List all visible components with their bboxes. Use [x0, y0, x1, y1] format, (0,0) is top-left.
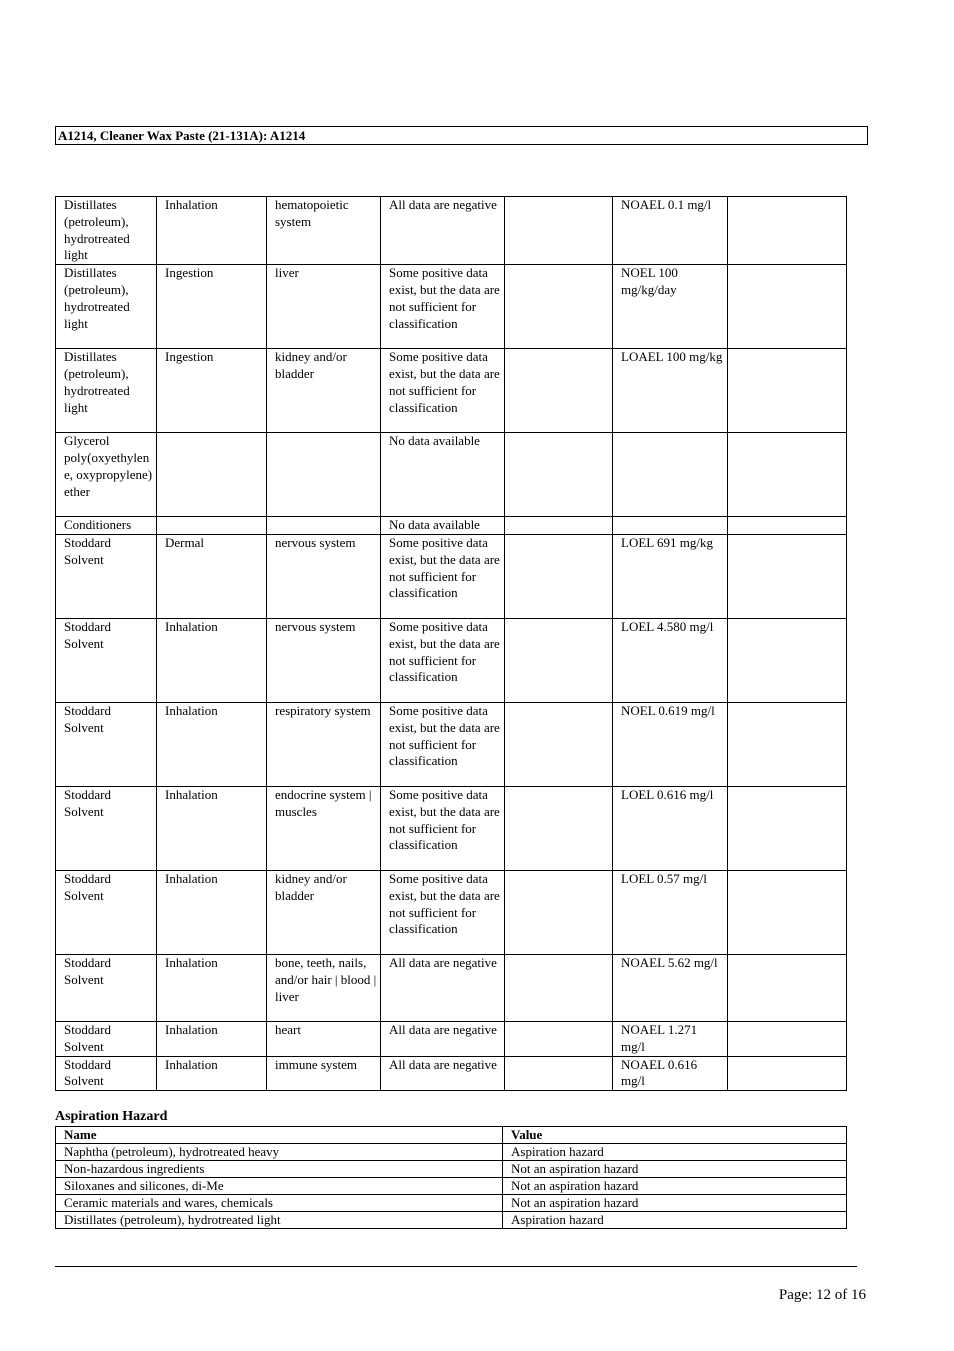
- table-cell: heart: [267, 1021, 381, 1056]
- table-cell: Ingestion: [157, 265, 267, 349]
- table-cell: Inhalation: [157, 1056, 267, 1091]
- table-cell: liver: [267, 265, 381, 349]
- table-cell: [728, 786, 847, 870]
- table-cell: Glycerol poly(oxyethylene, oxypropylene) ether: [56, 433, 157, 517]
- table-row: [56, 1195, 847, 1212]
- table-cell: [728, 618, 847, 702]
- table-cell: NOAEL 5.62 mg/l: [613, 954, 728, 1021]
- table-cell: Stoddard Solvent: [56, 954, 157, 1021]
- table-cell: Some positive data exist, but the data are not sufficient for classification: [381, 534, 505, 618]
- table-cell: NOAEL 0.1 mg/l: [613, 197, 728, 265]
- document-title: A1214, Cleaner Wax Paste (21-131A): A1214: [58, 128, 306, 143]
- table-cell: [505, 786, 613, 870]
- table-row: [56, 1021, 847, 1056]
- table-cell: [505, 534, 613, 618]
- table-cell: NOEL 0.619 mg/l: [613, 702, 728, 786]
- table-cell: Dermal: [157, 534, 267, 618]
- table-row: [56, 197, 847, 265]
- table-row: [56, 1212, 847, 1229]
- table-cell: [728, 349, 847, 433]
- table-cell: immune system: [267, 1056, 381, 1091]
- table-cell: Conditioners: [56, 517, 157, 535]
- table-cell: Aspiration hazard: [503, 1212, 847, 1229]
- table-cell: [613, 517, 728, 535]
- table-cell: All data are negative: [381, 1021, 505, 1056]
- toxicity-table-body: [56, 197, 847, 1091]
- aspiration-hazard-table: [55, 1126, 847, 1229]
- table-cell: [728, 1021, 847, 1056]
- document-header: [55, 126, 868, 145]
- table-cell: Distillates (petroleum), hydrotreated light: [56, 197, 157, 265]
- table-cell: Not an aspiration hazard: [503, 1178, 847, 1195]
- table-cell: LOEL 0.57 mg/l: [613, 870, 728, 954]
- table-row: [56, 265, 847, 349]
- table-row: [56, 517, 847, 535]
- table-cell: [728, 517, 847, 535]
- table-cell: Non-hazardous ingredients: [56, 1161, 503, 1178]
- page-number: Page: 12 of 16: [778, 1287, 866, 1303]
- table-cell: LOEL 4.580 mg/l: [613, 618, 728, 702]
- table-cell: kidney and/or bladder: [267, 349, 381, 433]
- table-cell: [505, 618, 613, 702]
- table-cell: Some positive data exist, but the data are not sufficient for classification: [381, 265, 505, 349]
- table-cell: Ceramic materials and wares, chemicals: [56, 1195, 503, 1212]
- table-cell: Inhalation: [157, 1021, 267, 1056]
- table-cell: All data are negative: [381, 197, 505, 265]
- table-cell: All data are negative: [381, 954, 505, 1021]
- target-organ-toxicity-table: [55, 196, 847, 1091]
- table-cell: Naphtha (petroleum), hydrotreated heavy: [56, 1144, 503, 1161]
- table-cell: No data available: [381, 433, 505, 517]
- aspiration-table-body: [56, 1144, 847, 1229]
- table-row: [56, 702, 847, 786]
- table-cell: Stoddard Solvent: [56, 618, 157, 702]
- table-row: [56, 433, 847, 517]
- table-row: [56, 786, 847, 870]
- table-cell: Some positive data exist, but the data are not sufficient for classification: [381, 786, 505, 870]
- table-cell: Not an aspiration hazard: [503, 1195, 847, 1212]
- table-cell: [157, 517, 267, 535]
- table-cell: Inhalation: [157, 870, 267, 954]
- aspiration-header-row: [56, 1127, 847, 1144]
- table-cell: Not an aspiration hazard: [503, 1161, 847, 1178]
- table-cell: nervous system: [267, 534, 381, 618]
- table-cell: Inhalation: [157, 954, 267, 1021]
- table-cell: Stoddard Solvent: [56, 786, 157, 870]
- table-row: [56, 1161, 847, 1178]
- table-cell: [728, 1056, 847, 1091]
- table-cell: [505, 197, 613, 265]
- table-cell: [505, 702, 613, 786]
- table-row: [56, 349, 847, 433]
- table-cell: Distillates (petroleum), hydrotreated light: [56, 265, 157, 349]
- aspiration-header-name: Name: [56, 1127, 503, 1144]
- table-cell: LOEL 0.616 mg/l: [613, 786, 728, 870]
- table-cell: Stoddard Solvent: [56, 1056, 157, 1091]
- table-cell: NOAEL 1.271 mg/l: [613, 1021, 728, 1056]
- table-cell: Aspiration hazard: [503, 1144, 847, 1161]
- aspiration-hazard-heading: Aspiration Hazard: [55, 1109, 168, 1124]
- table-cell: [505, 1056, 613, 1091]
- table-cell: Inhalation: [157, 702, 267, 786]
- table-cell: [728, 433, 847, 517]
- table-cell: No data available: [381, 517, 505, 535]
- table-cell: bone, teeth, nails, and/or hair | blood | liver: [267, 954, 381, 1021]
- table-row: [56, 534, 847, 618]
- table-cell: [728, 870, 847, 954]
- table-cell: NOEL 100 mg/kg/day: [613, 265, 728, 349]
- table-cell: NOAEL 0.616 mg/l: [613, 1056, 728, 1091]
- table-cell: Distillates (petroleum), hydrotreated light: [56, 349, 157, 433]
- table-cell: [505, 870, 613, 954]
- table-cell: [505, 433, 613, 517]
- table-cell: Some positive data exist, but the data are not sufficient for classification: [381, 349, 505, 433]
- table-cell: Inhalation: [157, 786, 267, 870]
- table-row: [56, 618, 847, 702]
- table-cell: [728, 954, 847, 1021]
- table-row: [56, 870, 847, 954]
- table-cell: [505, 517, 613, 535]
- aspiration-header-value: Value: [503, 1127, 847, 1144]
- table-row: [56, 1178, 847, 1195]
- table-cell: Some positive data exist, but the data are not sufficient for classification: [381, 618, 505, 702]
- table-cell: [613, 433, 728, 517]
- table-cell: [505, 954, 613, 1021]
- table-cell: [267, 517, 381, 535]
- table-cell: kidney and/or bladder: [267, 870, 381, 954]
- table-cell: Stoddard Solvent: [56, 702, 157, 786]
- table-cell: LOEL 691 mg/kg: [613, 534, 728, 618]
- table-cell: [157, 433, 267, 517]
- table-cell: endocrine system | muscles: [267, 786, 381, 870]
- table-cell: hematopoietic system: [267, 197, 381, 265]
- table-cell: Inhalation: [157, 618, 267, 702]
- table-cell: [728, 534, 847, 618]
- table-cell: LOAEL 100 mg/kg: [613, 349, 728, 433]
- table-cell: respiratory system: [267, 702, 381, 786]
- table-row: [56, 954, 847, 1021]
- table-cell: [728, 197, 847, 265]
- table-cell: Inhalation: [157, 197, 267, 265]
- table-cell: [267, 433, 381, 517]
- table-cell: [505, 349, 613, 433]
- table-row: [56, 1056, 847, 1091]
- table-cell: Distillates (petroleum), hydrotreated light: [56, 1212, 503, 1229]
- table-cell: Stoddard Solvent: [56, 870, 157, 954]
- table-row: [56, 1144, 847, 1161]
- table-cell: Some positive data exist, but the data are not sufficient for classification: [381, 870, 505, 954]
- table-cell: [505, 1021, 613, 1056]
- table-cell: [505, 265, 613, 349]
- footer-divider: [55, 1266, 857, 1267]
- table-cell: [728, 702, 847, 786]
- table-cell: Some positive data exist, but the data are not sufficient for classification: [381, 702, 505, 786]
- table-cell: [728, 265, 847, 349]
- table-cell: Stoddard Solvent: [56, 534, 157, 618]
- table-cell: Siloxanes and silicones, di-Me: [56, 1178, 503, 1195]
- table-cell: All data are negative: [381, 1056, 505, 1091]
- table-cell: Ingestion: [157, 349, 267, 433]
- table-cell: nervous system: [267, 618, 381, 702]
- table-cell: Stoddard Solvent: [56, 1021, 157, 1056]
